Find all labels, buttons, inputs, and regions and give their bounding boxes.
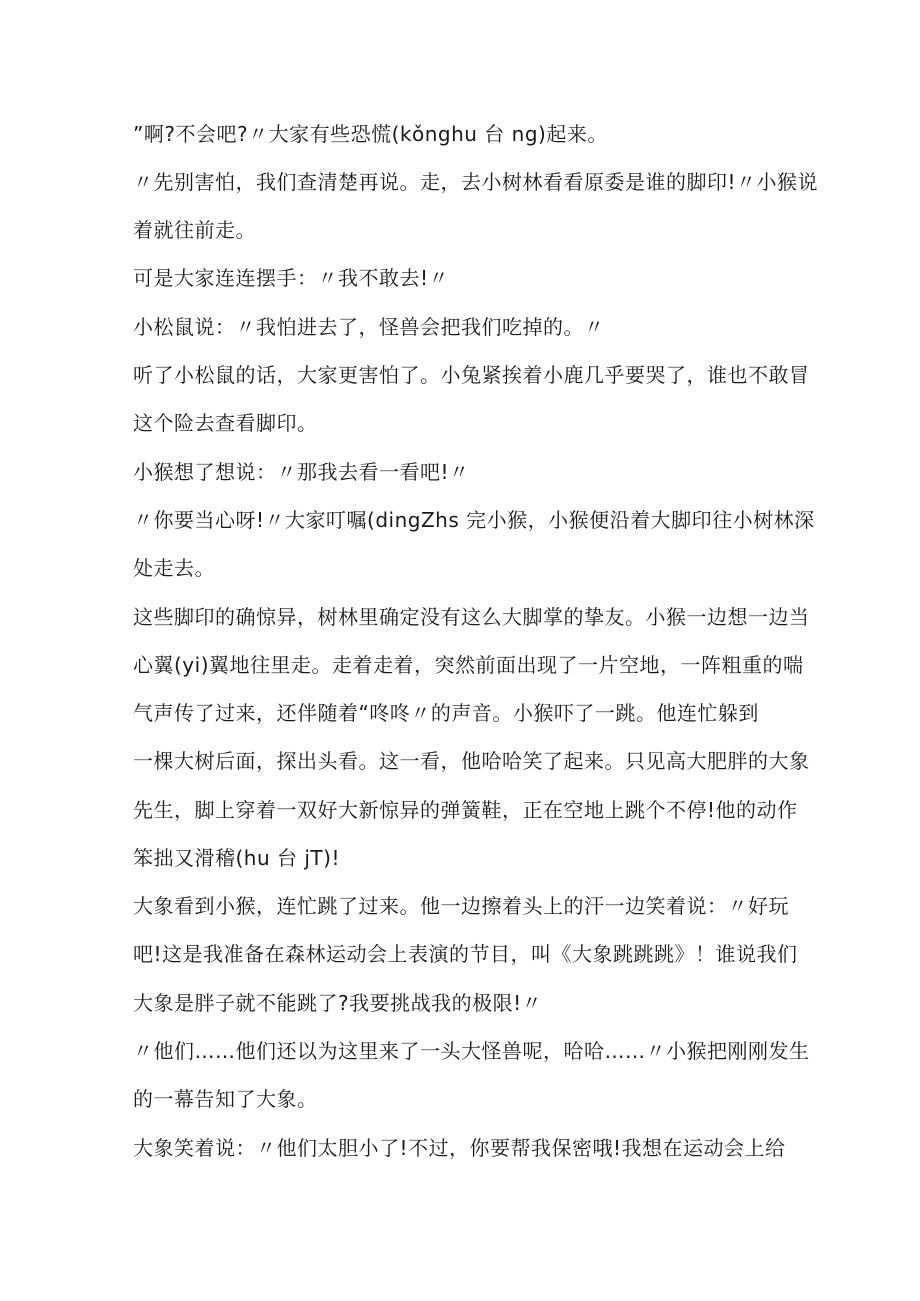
text-line: 吧!这是我准备在森林运动会上表演的节目，叫《大象跳跳跳》！谁说我们 <box>133 942 798 966</box>
text-line: 着就往前走。 <box>133 218 256 242</box>
text-line: 小猴想了想说：〃那我去看一看吧!〃 <box>133 460 470 484</box>
text-line: 一棵大树后面，探出头看。这一看，他哈哈笑了起来。只见高大肥胖的大象 <box>133 749 810 773</box>
text-line: 笨拙又滑稽(hu 台 jT)! <box>133 846 340 870</box>
text-line: 先生，脚上穿着一双好大新惊异的弹簧鞋，正在空地上跳个不停!他的动作 <box>133 798 798 822</box>
text-line: 大象看到小猴，连忙跳了过来。他一边擦着头上的汗一边笑着说：〃好玩 <box>133 894 789 918</box>
text-line: 〃先别害怕，我们查清楚再说。走，去小树林看看原委是谁的脚印!〃小猴说 <box>133 170 819 194</box>
text-line: 处走去。 <box>133 556 215 580</box>
text-line: ”啊?不会吧?〃大家有些恐慌(kǒnghu 台 ng)起来。 <box>133 122 608 146</box>
text-line: 大象是胖子就不能跳了?我要挑战我的极限!〃 <box>133 991 543 1015</box>
text-line: 这个险去查看脚印。 <box>133 411 318 435</box>
text-line: 听了小松鼠的话，大家更害怕了。小兔紧挨着小鹿几乎要哭了，谁也不敢冒 <box>133 363 810 387</box>
text-line: 气声传了过来，还伴随着“咚咚〃的声音。小猴吓了一跳。他连忙躲到 <box>133 701 759 725</box>
text-line: 大象笑着说：〃他们太胆小了!不过，你要帮我保密哦!我想在运动会上给 <box>133 1136 786 1160</box>
text-line: 可是大家连连摆手：〃我不敢去!〃 <box>133 266 450 290</box>
text-line: 〃你要当心呀!〃大家叮嘱(dingZhs 完小猴，小猴便沿着大脚印往小树林深 <box>133 508 815 532</box>
text-line: 这些脚印的确惊异，树林里确定没有这么大脚掌的挚友。小猴一边想一边当 <box>133 605 810 629</box>
text-line: 的一幕告知了大象。 <box>133 1087 318 1111</box>
text-line: 小松鼠说：〃我怕进去了，怪兽会把我们吃掉的。〃 <box>133 315 605 339</box>
text-line: 心翼(yi)翼地往里走。走着走着，突然前面出现了一片空地，一阵粗重的喘 <box>133 653 804 677</box>
text-line: 〃他们……他们还以为这里来了一头大怪兽呢，哈哈……〃小猴把刚刚发生 <box>133 1039 810 1063</box>
